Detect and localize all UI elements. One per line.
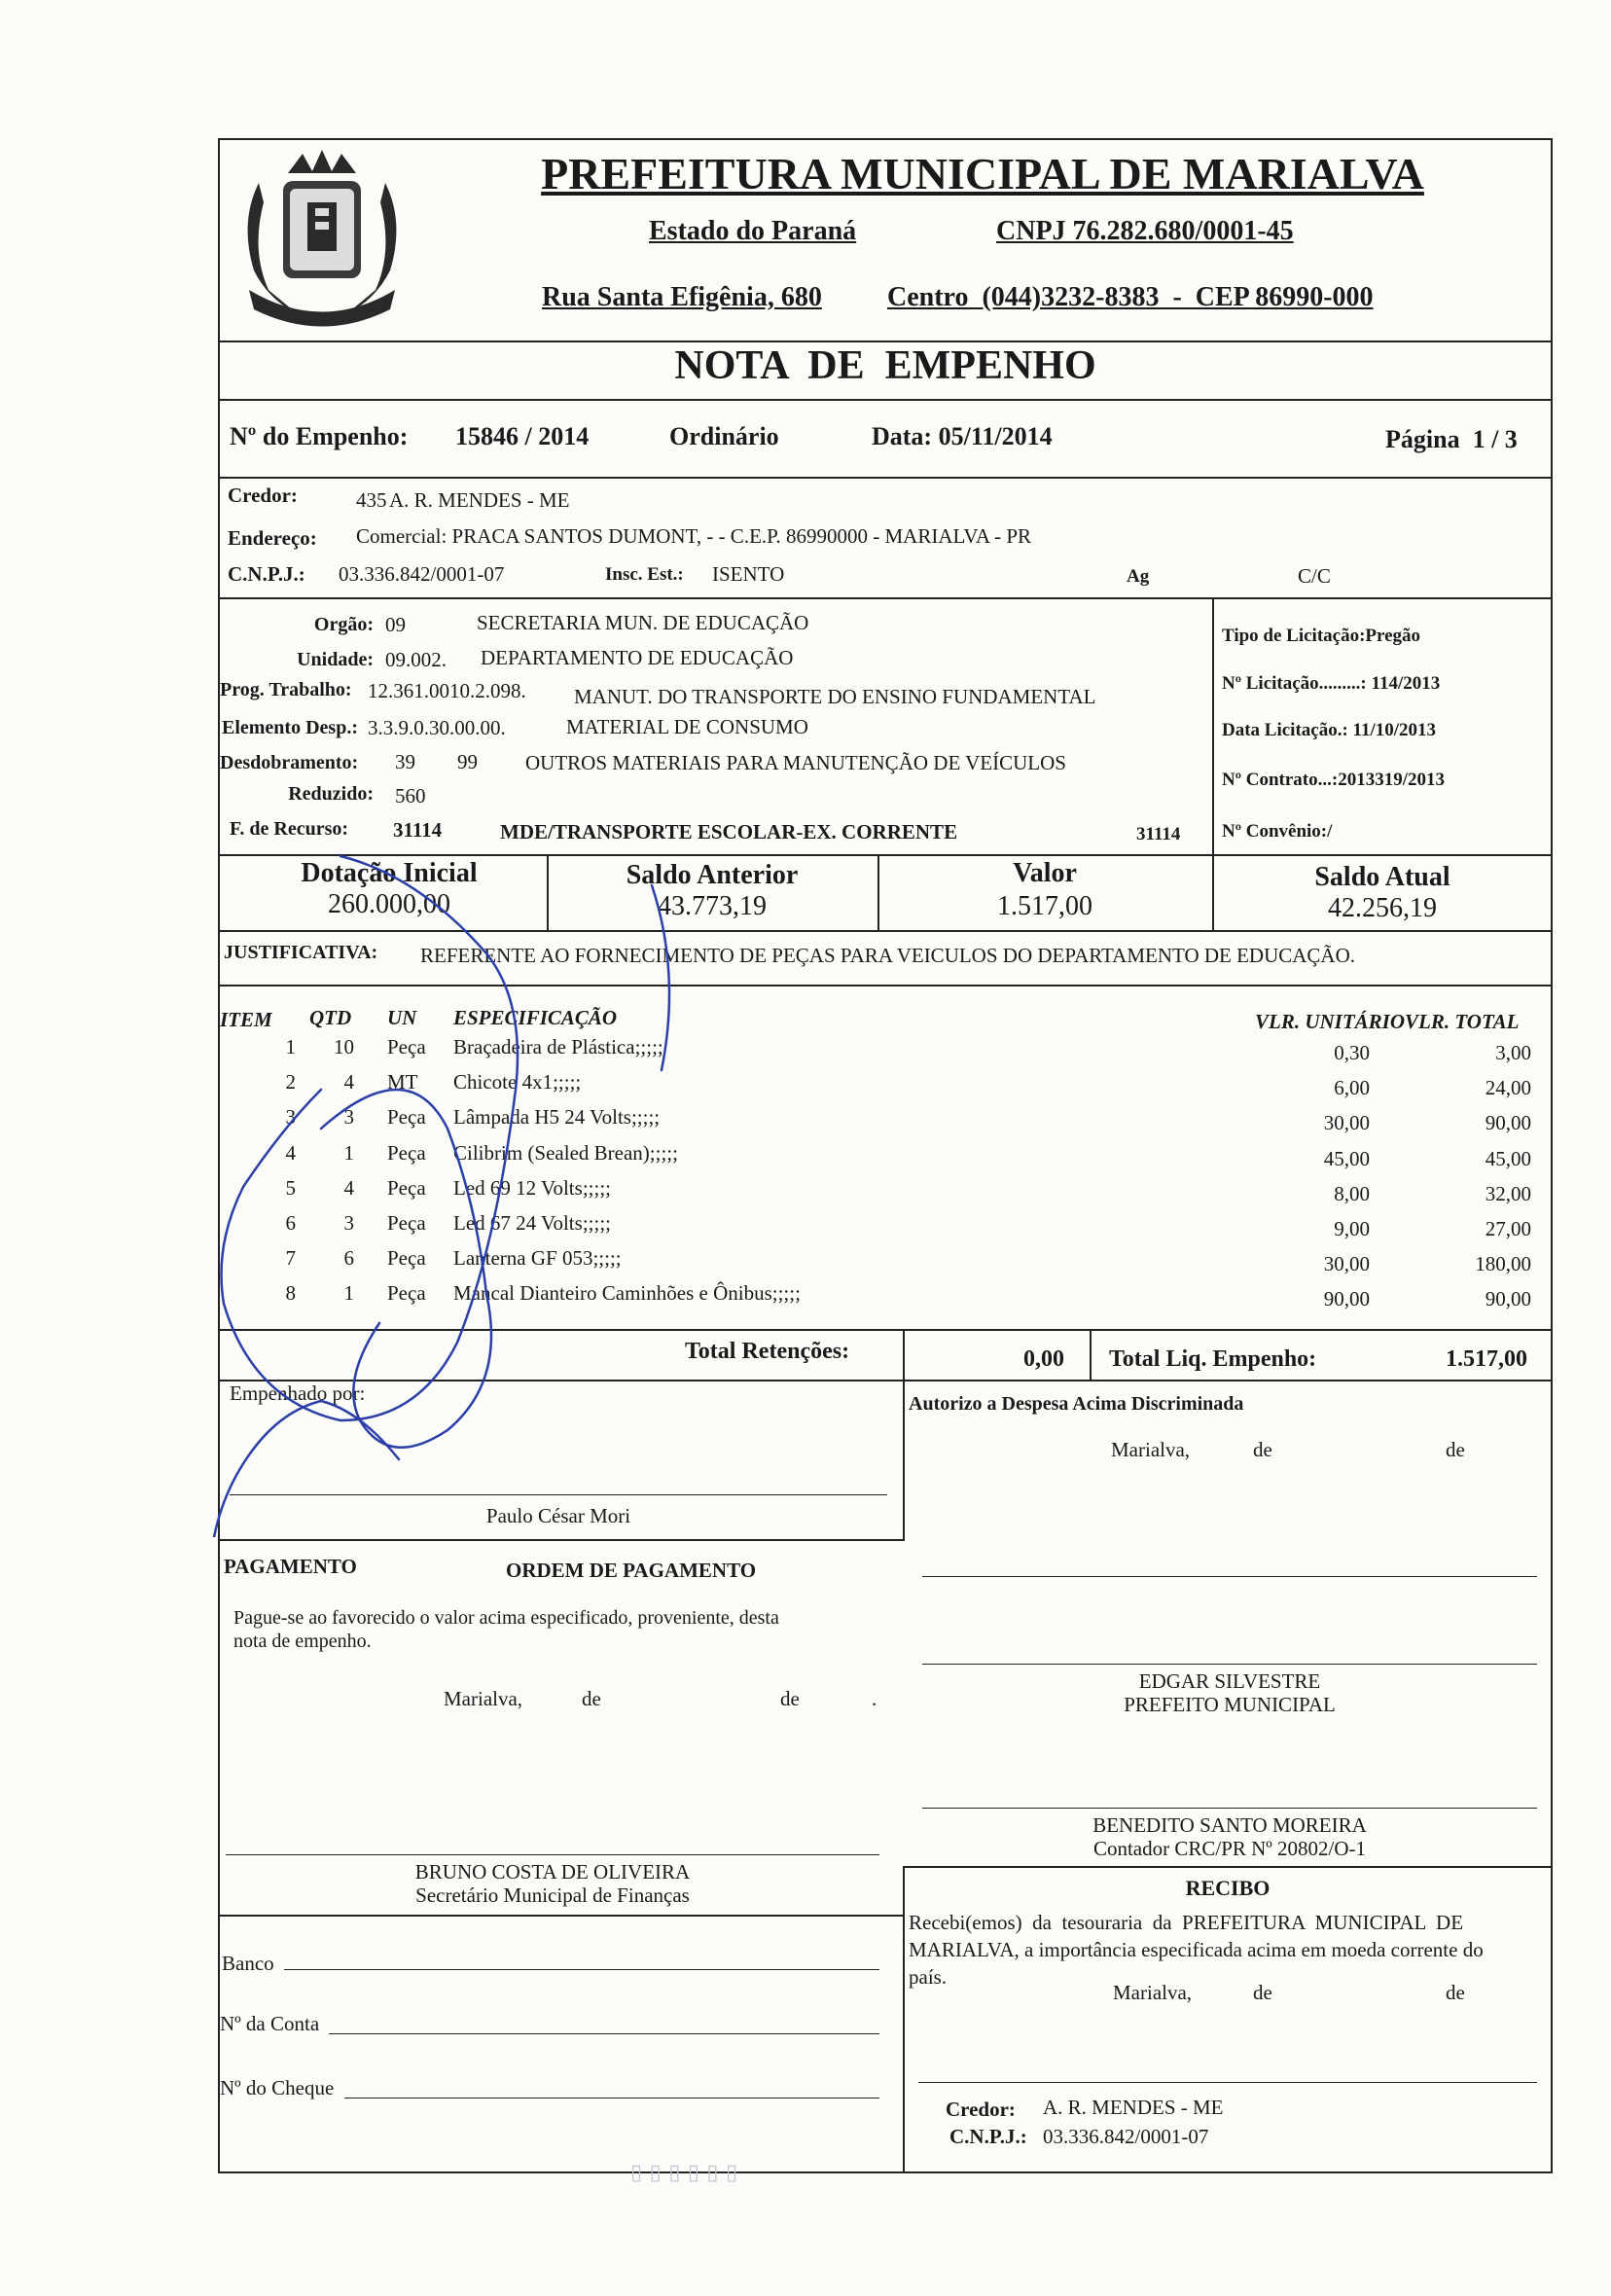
autorizo-de1: de — [1253, 1438, 1272, 1461]
orgao-label: Orgão: — [313, 614, 374, 635]
column-header-item: ITEM — [220, 1008, 272, 1031]
divider — [218, 1915, 905, 1917]
item-unit-value: 0,30 — [1334, 1041, 1370, 1064]
item-unit-value: 30,00 — [1323, 1111, 1370, 1135]
unidade-code: 09.002. — [385, 648, 447, 671]
saldo-anterior-value: 43.773,19 — [658, 891, 767, 921]
contador-name: BENEDITO SANTO MOREIRA — [1092, 1813, 1367, 1837]
header-contact: Centro (044)3232-8383 - CEP 86990-000 — [887, 282, 1374, 312]
recibo-line3: país. — [909, 1965, 948, 1989]
empenho-number-label: Nº do Empenho: — [230, 422, 409, 450]
item-total-value: 45,00 — [1485, 1146, 1531, 1170]
dotacao-label: Dotação Inicial — [301, 858, 478, 888]
item-unit: Peça — [387, 1281, 426, 1306]
footer-cnpj-label: C.N.P.J.: — [949, 2125, 1027, 2148]
item-total-value: 90,00 — [1485, 1287, 1531, 1311]
elemento-name: MATERIAL DE CONSUMO — [566, 715, 808, 738]
column-header-total-value: VLR. TOTAL — [1405, 1010, 1520, 1033]
elemento-code: 3.3.9.0.30.00.00. — [368, 716, 506, 739]
divider — [218, 597, 1553, 599]
liquido-label: Total Liq. Empenho: — [1109, 1346, 1317, 1372]
contrato-number: Nº Contrato...:2013319/2013 — [1222, 770, 1445, 790]
pagamento-de1: de — [582, 1687, 601, 1710]
dot: . — [872, 1687, 877, 1710]
divider — [218, 1539, 905, 1541]
recibo-title: RECIBO — [1185, 1876, 1271, 1900]
recibo-line2: MARIALVA, a importância especificada acima em moeda corrente do — [909, 1938, 1484, 1961]
item-total-value: 27,00 — [1485, 1217, 1531, 1240]
ag-label: Ag — [1127, 566, 1150, 587]
valor-value: 1.517,00 — [997, 891, 1092, 921]
item-qtd: 6 — [343, 1246, 354, 1271]
document-title: NOTA DE EMPENHO — [674, 343, 1096, 388]
retencoes-label: Total Retenções: — [685, 1339, 850, 1364]
address-label: Endereço: — [228, 526, 317, 550]
page-number: Página 1 / 3 — [1385, 425, 1518, 453]
credor-name: A. R. MENDES - ME — [389, 488, 570, 512]
item-number: 2 — [285, 1070, 296, 1094]
autorizo-de2: de — [1446, 1438, 1465, 1461]
prog-name: MANUT. DO TRANSPORTE DO ENSINO FUNDAMENTAL — [574, 685, 1096, 708]
credor-label: Credor: — [228, 484, 298, 507]
elemento-label: Elemento Desp.: — [222, 717, 358, 738]
item-spec: Led 69 12 Volts;;;;; — [453, 1175, 611, 1200]
divider — [903, 1866, 1553, 1868]
pagamento-text-line2: nota de empenho. — [233, 1631, 372, 1652]
footer-credor-name: A. R. MENDES - ME — [1043, 2096, 1224, 2119]
item-qtd: 1 — [343, 1140, 354, 1165]
item-qtd: 3 — [343, 1211, 354, 1235]
autorizo-label: Autorizo a Despesa Acima Discriminada — [909, 1393, 1244, 1415]
secretario-name: BRUNO COSTA DE OLIVEIRA — [414, 1860, 691, 1883]
empenho-date: Data: 05/11/2014 — [872, 422, 1053, 450]
item-number: 1 — [285, 1035, 296, 1058]
cheque-line — [344, 2098, 879, 2099]
column-header-qtd: QTD — [309, 1006, 352, 1029]
credor-cnpj-label: C.N.P.J.: — [228, 562, 305, 586]
item-unit-value: 30,00 — [1323, 1252, 1370, 1276]
item-unit: Peça — [387, 1035, 426, 1058]
autorizo-place: Marialva, — [1111, 1438, 1191, 1461]
fonte-code2: 31114 — [1136, 824, 1181, 844]
item-total-value: 24,00 — [1485, 1076, 1531, 1100]
divider — [1090, 1329, 1092, 1380]
item-number: 5 — [285, 1175, 296, 1200]
valor-label: Valor — [1013, 858, 1077, 888]
empenho-type: Ordinário — [669, 422, 779, 450]
banco-line — [284, 1969, 879, 1970]
saldo-atual-label: Saldo Atual — [1314, 862, 1450, 892]
desdobramento-label: Desdobramento: — [220, 752, 359, 773]
secretario-role: Secretário Municipal de Finanças — [415, 1883, 690, 1907]
insc-label: Insc. Est.: — [605, 564, 684, 585]
item-number: 6 — [285, 1211, 296, 1235]
item-unit-value: 45,00 — [1323, 1146, 1370, 1170]
justificativa-text: REFERENTE AO FORNECIMENTO DE PEÇAS PARA VEICULOS DO DEPARTAMENTO DE EDUCAÇÃO. — [420, 944, 1356, 967]
divider — [903, 1329, 905, 1539]
desdobramento-code: 39 — [395, 750, 415, 773]
item-unit-value: 6,00 — [1334, 1076, 1370, 1100]
item-number: 8 — [285, 1281, 296, 1306]
licitacao-data: Data Licitação.: 11/10/2013 — [1222, 720, 1437, 740]
licitacao-numero: Nº Licitação.........: 114/2013 — [1222, 673, 1441, 694]
divider — [903, 1866, 905, 2173]
item-unit: Peça — [387, 1105, 426, 1130]
recibo-de1: de — [1253, 1981, 1272, 2004]
desdobramento-code2: 99 — [457, 750, 478, 773]
header-state: Estado do Paraná — [649, 216, 857, 246]
empenhado-label: Empenhado por: — [230, 1381, 366, 1405]
item-total-value: 3,00 — [1495, 1041, 1531, 1064]
recibo-line1: Recebi(emos) da tesouraria da PREFEITURA MUNICIPAL DE — [909, 1911, 1464, 1934]
item-unit: Peça — [387, 1246, 426, 1271]
pagamento-label: PAGAMENTO — [224, 1555, 357, 1578]
unidade-name: DEPARTAMENTO DE EDUCAÇÃO — [481, 646, 794, 669]
item-unit: Peça — [387, 1175, 426, 1200]
justificativa-label: JUSTIFICATIVA: — [224, 942, 378, 963]
item-spec: Cilibrim (Sealed Brean);;;;; — [453, 1140, 678, 1165]
item-unit-value: 9,00 — [1334, 1217, 1370, 1240]
item-qtd: 1 — [343, 1281, 354, 1306]
contador-role: Contador CRC/PR Nº 20802/O-1 — [1092, 1837, 1367, 1860]
convenio-number: Nº Convênio:/ — [1222, 821, 1333, 842]
pagamento-de2: de — [780, 1687, 800, 1710]
saldo-anterior-label: Saldo Anterior — [626, 860, 799, 890]
banco-label: Banco — [222, 1952, 274, 1975]
footer-cnpj: 03.336.842/0001-07 — [1043, 2125, 1209, 2148]
ordem-pagamento-label: ORDEM DE PAGAMENTO — [506, 1559, 757, 1582]
item-number: 4 — [285, 1140, 296, 1165]
dotacao-value: 260.000,00 — [328, 889, 450, 919]
conta-label: Nº da Conta — [220, 2012, 320, 2035]
insc-value: ISENTO — [712, 562, 785, 586]
item-unit: MT — [387, 1070, 418, 1094]
item-qtd: 3 — [343, 1105, 354, 1130]
credor-address: Comercial: PRACA SANTOS DUMONT, - - C.E.P. 86990000 - MARIALVA - PR — [356, 524, 1032, 548]
item-number: 3 — [285, 1105, 296, 1130]
item-total-value: 32,00 — [1485, 1181, 1531, 1205]
licitacao-tipo: Tipo de Licitação:Pregão — [1222, 626, 1421, 646]
item-qtd: 4 — [343, 1175, 354, 1200]
scan-artifact: ▯ ▯ ▯ ▯ ▯ ▯ — [630, 2160, 739, 2184]
cheque-label: Nº do Cheque — [220, 2076, 335, 2099]
prog-label: Prog. Trabalho: — [220, 679, 352, 700]
item-spec: Lâmpada H5 24 Volts;;;;; — [453, 1105, 661, 1130]
header-street: Rua Santa Efigênia, 680 — [542, 282, 822, 312]
column-header-un: UN — [387, 1006, 417, 1029]
signature-line — [922, 1808, 1537, 1809]
column-header-spec: ESPECIFICAÇÃO — [453, 1006, 618, 1029]
signature-line — [918, 2082, 1537, 2083]
header-cnpj: CNPJ 76.282.680/0001-45 — [996, 216, 1294, 246]
credor-code: 435 — [356, 488, 387, 512]
item-qtd: 4 — [343, 1070, 354, 1094]
unidade-label: Unidade: — [297, 649, 374, 670]
fonte-label: F. de Recurso: — [230, 818, 349, 840]
recibo-de2: de — [1446, 1981, 1465, 2004]
item-spec: Chicote 4x1;;;;; — [453, 1070, 582, 1094]
footer-credor-label: Credor: — [946, 2098, 1016, 2121]
prog-code: 12.361.0010.2.098. — [368, 679, 526, 702]
empenho-number: 15846 / 2014 — [455, 422, 590, 450]
prefeito-name: EDGAR SILVESTRE — [1138, 1669, 1321, 1693]
header-title: PREFEITURA MUNICIPAL DE MARIALVA — [541, 149, 1424, 198]
column-header-unit-value: VLR. UNITÁRIO — [1255, 1010, 1406, 1033]
coat-of-arms-logo — [230, 144, 414, 335]
item-spec: Lanterna GF 053;;;;; — [453, 1246, 622, 1271]
orgao-name: SECRETARIA MUN. DE EDUCAÇÃO — [477, 611, 809, 634]
empenhado-name: Paulo César Mori — [485, 1504, 631, 1527]
credor-cnpj: 03.336.842/0001-07 — [339, 562, 505, 586]
orgao-code: 09 — [385, 613, 406, 636]
signature-line — [922, 1576, 1537, 1577]
prefeito-role: PREFEITO MUNICIPAL — [1124, 1693, 1336, 1716]
pagamento-text-line1: Pague-se ao favorecido o valor acima especificado, proveniente, desta — [233, 1607, 779, 1629]
cc-label: C/C — [1298, 564, 1331, 588]
retencoes-value: 0,00 — [1023, 1346, 1064, 1372]
divider — [218, 399, 1553, 401]
item-number: 7 — [285, 1246, 296, 1271]
item-spec: Mancal Dianteiro Caminhões e Ônibus;;;;; — [453, 1281, 801, 1306]
fonte-name: MDE/TRANSPORTE ESCOLAR-EX. CORRENTE — [500, 820, 958, 843]
conta-line — [329, 2033, 879, 2034]
reduzido-label: Reduzido: — [288, 783, 374, 805]
liquido-value: 1.517,00 — [1446, 1346, 1527, 1372]
item-unit-value: 90,00 — [1323, 1287, 1370, 1311]
item-unit-value: 8,00 — [1334, 1181, 1370, 1205]
divider — [218, 477, 1553, 479]
reduzido-value: 560 — [395, 784, 426, 807]
divider — [1212, 597, 1214, 854]
pagamento-place: Marialva, — [444, 1687, 523, 1710]
item-spec: Led 67 24 Volts;;;;; — [453, 1211, 611, 1235]
item-unit: Peça — [387, 1211, 426, 1235]
item-unit: Peça — [387, 1140, 426, 1165]
item-spec: Braçadeira de Plástica;;;;; — [453, 1035, 663, 1058]
signature-line — [226, 1854, 879, 1855]
handwritten-signature — [195, 837, 700, 1537]
item-total-value: 90,00 — [1485, 1111, 1531, 1135]
saldo-atual-value: 42.256,19 — [1328, 893, 1437, 923]
item-total-value: 180,00 — [1475, 1252, 1531, 1276]
signature-line — [922, 1664, 1537, 1665]
fonte-code: 31114 — [393, 818, 443, 842]
item-qtd: 10 — [334, 1035, 354, 1058]
desdobramento-name: OUTROS MATERIAIS PARA MANUTENÇÃO DE VEÍCULOS — [525, 751, 1066, 774]
recibo-place: Marialva, — [1113, 1981, 1193, 2004]
